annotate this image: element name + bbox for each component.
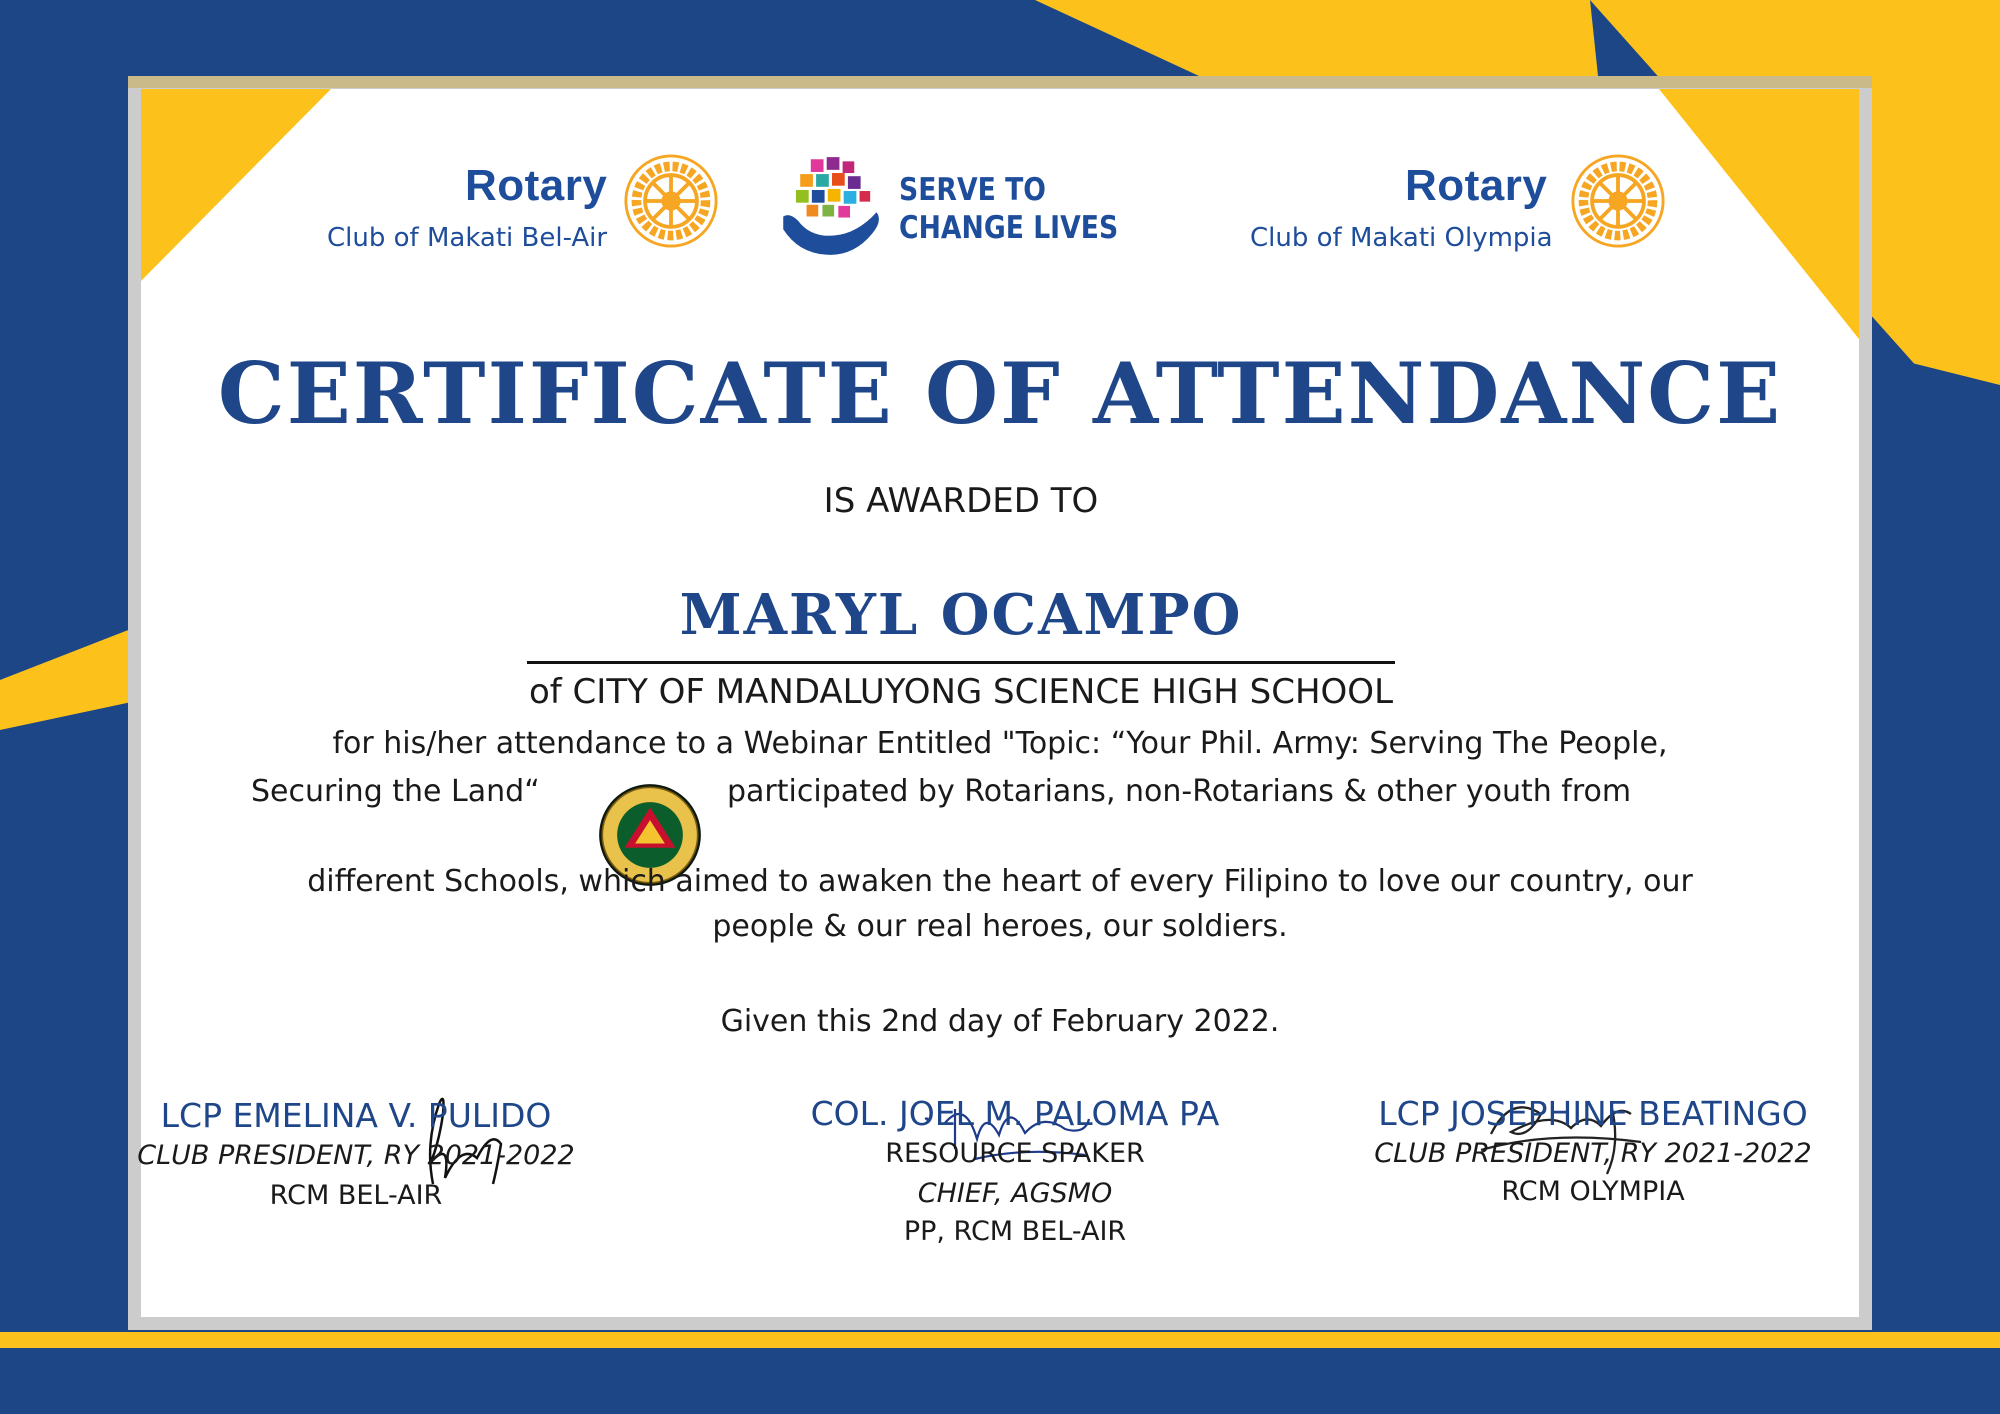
rotary-belair-logo: [327, 153, 727, 273]
gold-bottom-stripe: [0, 1332, 2000, 1348]
recipient-name: MARYL OCAMPO: [679, 582, 1243, 648]
serve-line-1: SERVE TO: [899, 172, 1046, 208]
signatory-role-pulido: CLUB PRESIDENT, RY 2021-2022: [137, 1140, 575, 1171]
certificate-title: CERTIFICATE OF ATTENDANCE: [217, 344, 1783, 443]
rotary-wordmark: Rotary: [465, 161, 608, 210]
name-underline: [527, 661, 1395, 664]
rotary-wordmark: Rotary: [1405, 161, 1548, 210]
school-line: of CITY OF MANDALUYONG SCIENCE HIGH SCHOOL: [528, 672, 1394, 712]
signatory-name-beatingo: LCP JOSEPHINE BEATINGO: [1378, 1094, 1808, 1133]
rotary-wheel-icon: [623, 153, 719, 249]
signatory-role-beatingo: CLUB PRESIDENT, RY 2021-2022: [1374, 1138, 1812, 1169]
club-name-belair: Club of Makati Bel-Air: [327, 223, 608, 253]
rotary-wheel-icon: [1570, 153, 1666, 249]
signatory-name-pulido: LCP EMELINA V. PULIDO: [160, 1096, 552, 1135]
signatory-name-paloma: COL. JOEL M. PALOMA PA: [810, 1094, 1220, 1133]
globe-hands-icon: [779, 155, 885, 261]
gold-corner-top-left: [141, 89, 346, 284]
signatory-club-pulido: RCM BEL-AIR: [269, 1180, 443, 1211]
awarded-to-label: IS AWARDED TO: [823, 481, 1099, 521]
body-line-2a: Securing the Land“: [251, 774, 540, 809]
certificate-card: [137, 89, 1859, 1317]
given-date-line: Given this 2nd day of February 2022.: [720, 1004, 1280, 1039]
body-line-2b: participated by Rotarians, non-Rotarians & other youth from: [727, 774, 1632, 809]
body-line-1: for his/her attendance to a Webinar Entitled "Topic: “Your Phil. Army: Serving The People,: [332, 726, 1668, 761]
body-line-3: different Schools, which aimed to awaken the heart of every Filipino to love our country, our: [307, 864, 1693, 899]
rotary-olympia-logo: [1250, 153, 1690, 273]
signatory-title-paloma: CHIEF, AGSMO: [917, 1178, 1113, 1209]
signatory-club-paloma: PP, RCM BEL-AIR: [903, 1216, 1127, 1247]
serve-to-change-lives-logo: [779, 155, 1159, 265]
signatory-role-paloma: RESOURCE SPAKER: [885, 1138, 1145, 1169]
serve-line-2: CHANGE LIVES: [899, 210, 1119, 246]
signatory-club-beatingo: RCM OLYMPIA: [1501, 1176, 1685, 1207]
body-line-4: people & our real heroes, our soldiers.: [712, 909, 1288, 944]
club-name-olympia: Club of Makati Olympia: [1250, 223, 1553, 253]
